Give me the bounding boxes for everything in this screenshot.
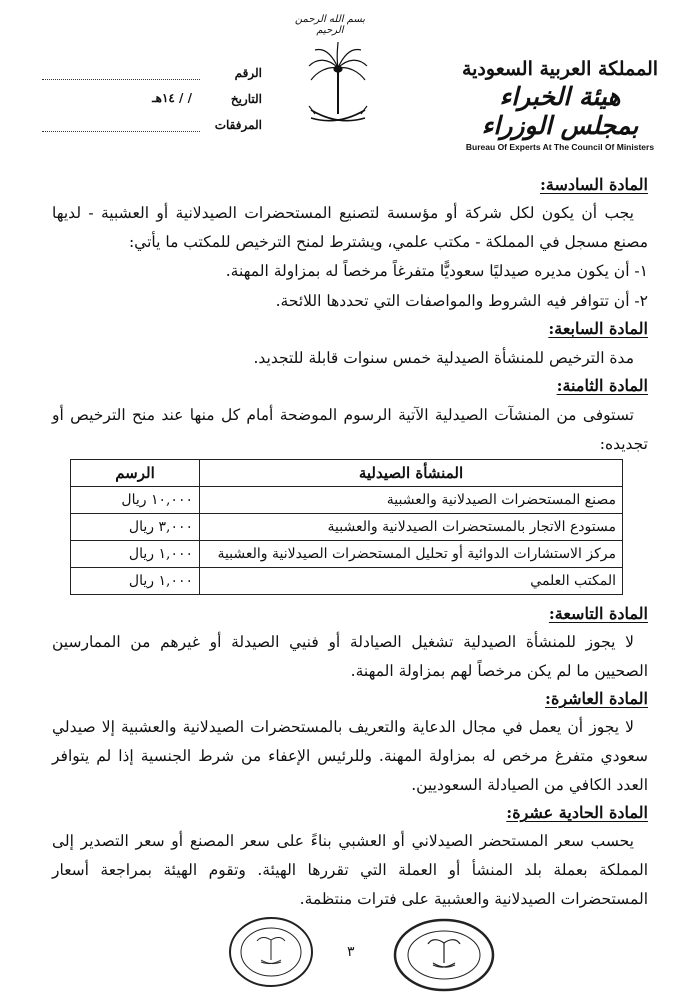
page-number: ٣ [347, 944, 355, 960]
article-6-item-1: ١- أن يكون مديره صيدليًا سعوديًّا متفرغاً مرخصاً له بمزاولة المهنة. [225, 262, 648, 280]
article-10-title: المادة العاشرة: [545, 689, 648, 708]
ref-label: الرقم [234, 66, 262, 80]
article-8-text: تستوفى من المنشآت الصيدلية الآتية الرسوم الموضحة أمام كل منها عند منح الترخيص أو تجديده: [52, 406, 648, 453]
bureau-name: هيئة الخبراء بمجلس الوزراء [481, 82, 639, 140]
palm-swords-emblem [303, 40, 373, 140]
facility-cell: المكتب العلمي [200, 568, 623, 595]
fee-table-header-facility: المنشأة الصيدلية [200, 460, 623, 487]
fee-table-header-fee: الرسم [71, 460, 200, 487]
official-stamp-right [393, 918, 495, 992]
table-row [71, 514, 623, 541]
facility-cell: مستودع الاتجار بالمستحضرات الصيدلانية والعشبية [200, 514, 623, 541]
ref-line [42, 79, 200, 80]
fee-table-header-row [71, 460, 623, 487]
fee-cell: ١,٠٠٠ ريال [71, 541, 200, 568]
table-row [71, 541, 623, 568]
date-value: / / ١٤هـ [152, 91, 192, 105]
fee-cell: ١,٠٠٠ ريال [71, 568, 200, 595]
article-9-text: لا يجوز للمنشأة الصيدلية تشغيل الصيادلة أو فنيي الصيدلة أو غيرهم من الممارسين الصحيين ما لم يكن مرخصاً لهم بمزاولة المهنة. [52, 633, 648, 680]
table-row [71, 487, 623, 514]
fee-cell: ١٠,٠٠٠ ريال [71, 487, 200, 514]
article-7-title: المادة السابعة: [548, 319, 648, 338]
fee-table [70, 459, 623, 595]
facility-cell: مركز الاستشارات الدوائية أو تحليل المستحضرات الصيدلانية والعشبية [200, 541, 623, 568]
article-10-text: لا يجوز أن يعمل في مجال الدعاية والتعريف بالمستحضرات الصيدلانية والعشبية إلا صيدلي سعودي متفرغ مرخص له بمزاولة المهنة. وللرئيس الإعفاء من شرط الجنسية إذا لم يتوافر العدد الكافي من الصيادلة السعوديين. [52, 718, 648, 794]
article-6-title: المادة السادسة: [539, 175, 648, 194]
official-stamp-left [228, 916, 314, 988]
facility-cell: مصنع المستحضرات الصيدلانية والعشبية [200, 487, 623, 514]
date-label: التاريخ [230, 92, 262, 106]
article-8-title: المادة الثامنة: [556, 376, 648, 395]
basmala: بسم الله الرحمن الرحيم [294, 14, 366, 36]
bureau-name-english: Bureau Of Experts At The Council Of Ministers [465, 142, 655, 152]
fee-cell: ٣,٠٠٠ ريال [71, 514, 200, 541]
article-6-item-2: ٢- أن تتوافر فيه الشروط والمواصفات التي تحددها اللائحة. [275, 292, 648, 310]
table-row [71, 568, 623, 595]
article-11-text: يحسب سعر المستحضر الصيدلاني أو العشبي بناءً على سعر المصنع أو سعر التصدير إلى المملكة بعملة بلد المنشأ أو العملة التي تقررها الهيئة. وتقوم الهيئة بمراجعة أسعار المستحضرات الصيدلانية والعشبية على فترات منتظمة. [52, 832, 648, 908]
article-6-intro: يجب أن يكون لكل شركة أو مؤسسة لتصنيع المستحضرات الصيدلانية أو العشبية - لديها مصنع مسجل في المملكة - مكتب علمي، ويشترط لمنح الترخيص للمكتب ما يأتي: [52, 204, 648, 251]
article-11-title: المادة الحادية عشرة: [506, 803, 648, 822]
article-7-text: مدة الترخيص للمنشأة الصيدلية خمس سنوات قابلة للتجديد. [253, 349, 634, 367]
organization-header [460, 58, 660, 152]
kingdom-name: المملكة العربية السعودية [461, 58, 659, 80]
article-9-title: المادة التاسعة: [548, 604, 648, 623]
attachments-line [42, 131, 200, 132]
attachments-label: المرفقات [214, 118, 262, 132]
